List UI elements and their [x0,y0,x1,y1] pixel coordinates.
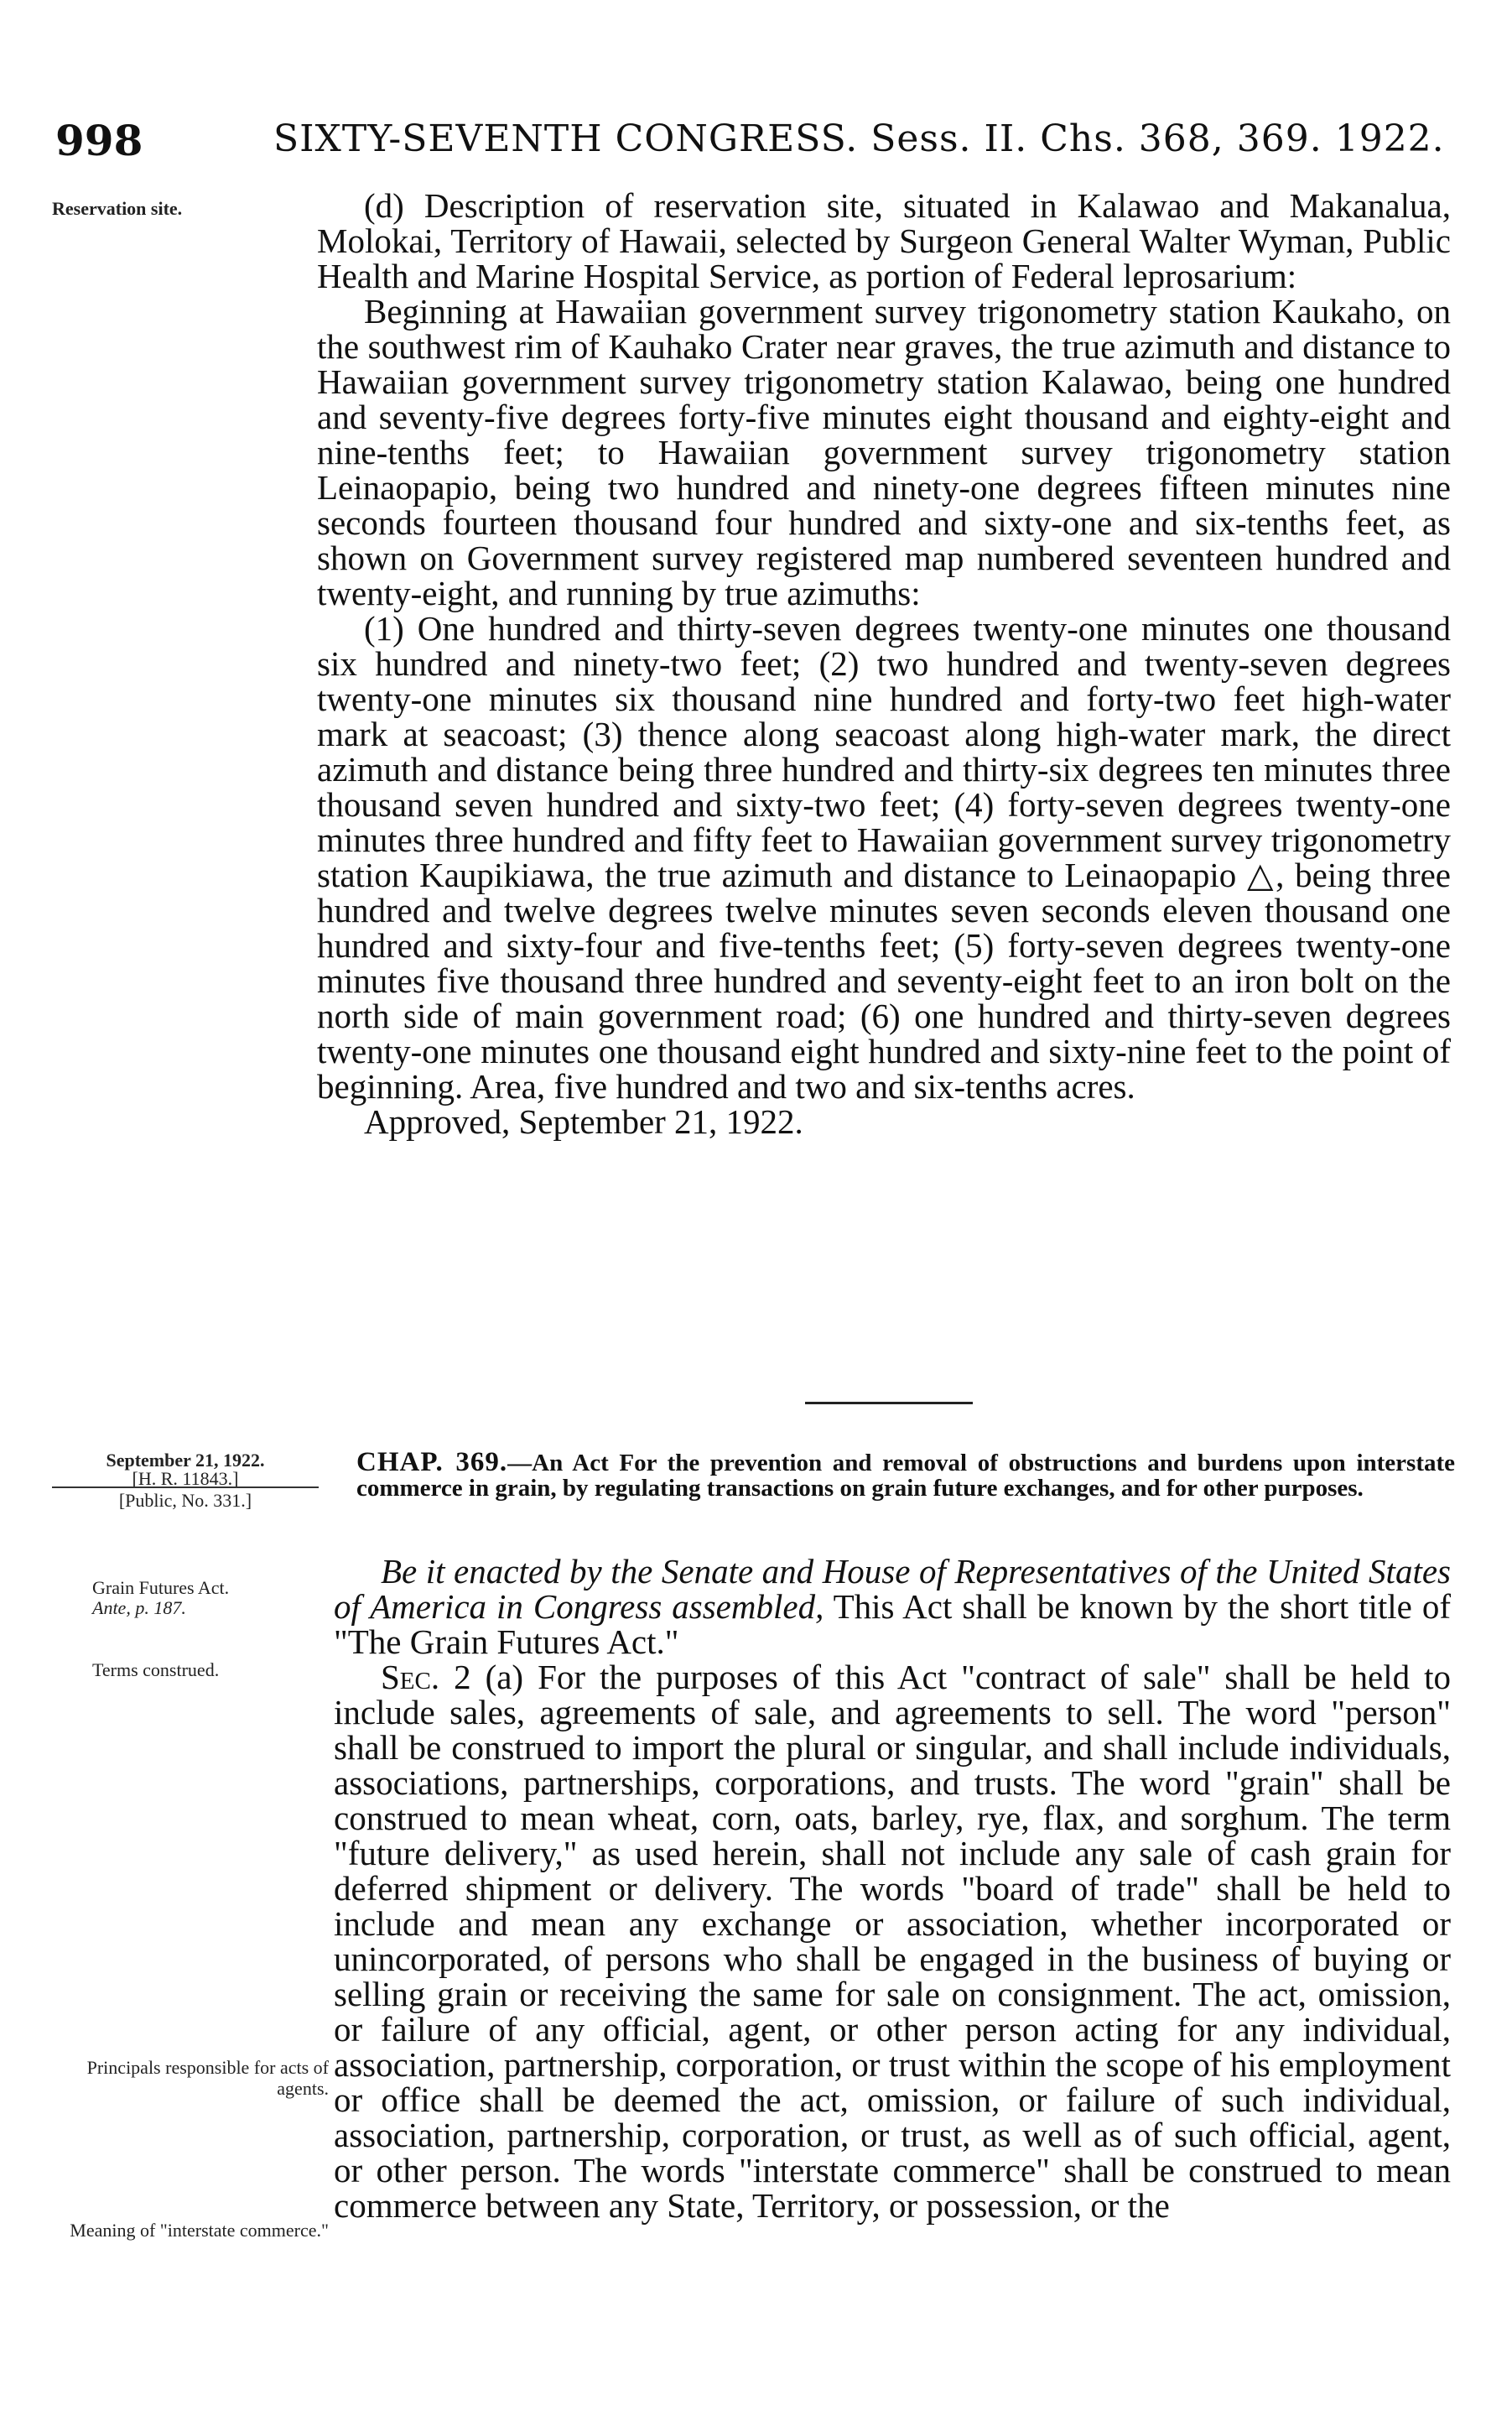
section-d-beginning: Beginning at Hawaiian government survey trigonometry station Kaukaho, on the southwest rim of Kauhako Crater near graves, the true azimuth and distance to Hawaiian government survey trigonometry station Kalawao, being one hundred and seventy-five degrees forty-five minutes eight thousand and eighty-eight and nine-tenths feet; to Hawaiian government survey trigonometry station Leinaopapio, being two hundred and ninety-one degrees fifteen minutes nine seconds fourteen thousand four hundred and sixty-one and six-tenths feet, as shown on Government survey registered map numbered seventeen hundred and twenty-eight, and running by true azimuths: [317,292,1451,612]
page-number: 998 [55,116,143,165]
margin-note-public-law: [Public, No. 331.] [118,1490,252,1511]
approval-line: Approved, September 21, 1922. [364,1102,803,1141]
section-d-intro: (d) Description of reservation site, situated in Kalawao and Makanalua, Molokai, Territory of Hawaii, selected by Surgeon General Walter Wyman, Public Health and Marine Hospital Service, as portion of Federal leprosarium: [317,186,1451,295]
margin-note-chapter-date: September 21, 1922. [106,1450,265,1471]
chapter-heading [356,1447,1455,1502]
enacting-clause [334,1554,1451,1659]
margin-note-principals: Principals responsible for acts of agents. [86,2057,329,2099]
margin-note-reservation-site: Reservation site. [52,198,183,219]
margin-note-chapter-bill: [H. R. 11843.] [132,1468,239,1489]
running-head: SIXTY-SEVENTH CONGRESS. Sess. II. Chs. 368, 369. 1922. [273,117,1445,160]
section-d-body [317,188,1451,1139]
section-2-text: (a) For the purposes of this Act "contract of sale" shall be held to include sales, agreements of sale, and agreements to sell. The word "person" shall be construed to import the plural or singular, and shall include individuals, associations, partnerships, corporations, and trusts. The word "grain" shall be construed to mean wheat, corn, oats, barley, rye, flax, and sorghum. The term "future delivery," as used herein, shall not include any sale of cash grain for deferred shipment or delivery. The words "board of trade" shall be held to include and mean any exchange or association, whether incorporated or unincorporated, of persons who shall be engaged in the business of buying or selling grain or receiving the same for sale on consignment. The act, omission, or failure of any official, agent, or other person acting for any individual, association, partnership, corporation, or trust within the scope of his employment or office shall be deemed the act, omission, or failure of such individual, association, partnership, corporation, or trust, as well as of such official, agent, or other person. The words "interstate commerce" shall be construed to mean commerce between any State, Territory, or possession, or the [334,1658,1451,2225]
margin-note-interstate-commerce: Meaning of "interstate commerce." [70,2220,329,2241]
chapter-label: CHAP. 369. [356,1447,508,1477]
margin-rule [52,1486,319,1488]
chapter-title: —An Act For the prevention and removal of obstructions and burdens upon interstate commerce in grain, by regulating transactions on grain future exchanges, and for other purposes. [356,1450,1455,1502]
section-d-courses: (1) One hundred and thirty-seven degrees twenty-one minutes one thousand six hundred and ninety-two feet; (2) two hundred and twenty-seven degrees twenty-one minutes six thousand nine hundred and forty-two feet high-water mark at seacoast; (3) thence along seacoast along high-water mark, the direct azimuth and distance being three hundred and thirty-six degrees ten minutes three thousand seven hundred and sixty-two feet; (4) forty-seven degrees twenty-one minutes three hundred and fifty feet to Hawaiian government survey trigonometry station Kaupikiawa, the true azimuth and distance to Leinaopapio △, being three hundred and twelve degrees twelve minutes seven seconds eleven thousand one hundred and sixty-four and five-tenths feet; (5) forty-seven degrees twenty-one minutes five thousand three hundred and seventy-eight feet to an iron bolt on the north side of main government road; (6) one hundred and thirty-seven degrees twenty-one minutes one thousand eight hundred and sixty-nine feet to the point of beginning. Area, five hundred and two and six-tenths acres. [317,609,1451,1106]
section-divider [805,1402,973,1404]
margin-note-grain-futures-act: Grain Futures Act. [92,1577,230,1598]
margin-note-terms-construed: Terms construed. [92,1659,220,1680]
chapter-369-body [334,1554,1451,2223]
margin-note-ante-ref: Ante, p. 187. [92,1597,186,1618]
section-2-label: Sec. 2 [381,1658,471,1696]
enacting-clause-text: This Act shall be known by the short title of "The Grain Futures Act." [334,1587,1451,1661]
enacting-clause-italic: Be it enacted by the Senate and House of Representatives of the United States of America in Congress assembled, [334,1552,1451,1626]
page-header [55,116,1456,174]
section-2 [334,1659,1451,2223]
